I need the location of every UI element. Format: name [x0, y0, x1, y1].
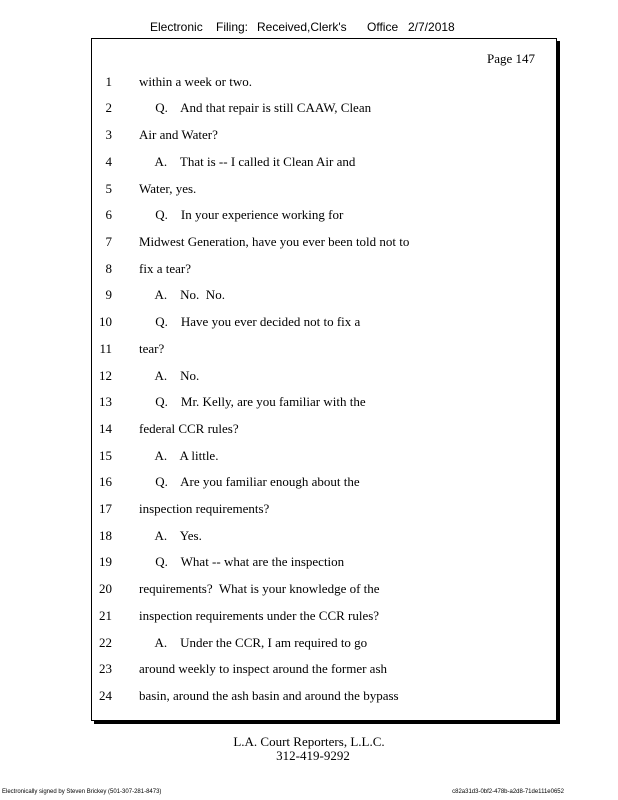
line-number: 21 [99, 608, 112, 623]
line-number: 4 [105, 154, 112, 169]
transcript-line [0, 474, 618, 492]
line-text: Q. What -- what are the inspection [139, 554, 345, 569]
header-date: 2/7/2018 [408, 20, 455, 34]
line-number: 9 [105, 287, 112, 302]
line-number: 20 [99, 581, 112, 596]
line-text: Midwest Generation, have you ever been told not to [139, 234, 410, 249]
transcript-line [0, 287, 618, 305]
transcript-line [0, 394, 618, 412]
line-text: Q. In your experience working for [139, 207, 344, 222]
line-text: Water, yes. [139, 181, 197, 196]
line-text: around weekly to inspect around the former ash [139, 661, 388, 676]
line-text: tear? [139, 341, 165, 356]
header-filing: Filing: [216, 20, 249, 34]
transcript-line [0, 100, 618, 118]
transcript-line [0, 528, 618, 546]
header-electronic: Electronic [150, 20, 203, 34]
line-text: Q. And that repair is still CAAW, Clean [139, 100, 372, 115]
transcript-line [0, 501, 618, 519]
transcript-line [0, 314, 618, 332]
line-text: fix a tear? [139, 261, 191, 276]
transcript-line [0, 608, 618, 626]
line-number: 12 [99, 368, 112, 383]
line-number: 17 [99, 501, 112, 516]
transcript-line [0, 74, 618, 92]
line-text: within a week or two. [139, 74, 253, 89]
line-text: basin, around the ash basin and around the bypass [139, 688, 399, 703]
line-number: 22 [99, 635, 112, 650]
line-number: 6 [105, 207, 112, 222]
line-text: requirements? What is your knowledge of the [139, 581, 380, 596]
line-number: 8 [105, 261, 112, 276]
header-received: Received,Clerk's [257, 20, 347, 34]
electronic-signature: Electronically signed by Steven Brickey (501-307-281-8473) [2, 789, 162, 795]
line-text: federal CCR rules? [139, 421, 239, 436]
line-number: 19 [99, 554, 112, 569]
transcript-line [0, 341, 618, 359]
transcript-line [0, 368, 618, 386]
line-text: A. That is -- I called it Clean Air and [139, 154, 356, 169]
line-number: 14 [99, 421, 112, 436]
transcript-line [0, 127, 618, 145]
transcript-line [0, 261, 618, 279]
line-text: Q. Mr. Kelly, are you familiar with the [139, 394, 366, 409]
line-number: 1 [105, 74, 112, 89]
transcript-line [0, 154, 618, 172]
line-number: 10 [99, 314, 112, 329]
page-number: Page 147 [487, 51, 536, 66]
transcript-line [0, 581, 618, 599]
line-text: A. A little. [139, 448, 219, 463]
transcript-line [0, 181, 618, 199]
line-number: 7 [105, 234, 112, 249]
line-number: 11 [99, 341, 112, 356]
line-number: 16 [99, 474, 112, 489]
transcript-line [0, 554, 618, 572]
header-office: Office [367, 20, 399, 34]
transcript-line [0, 234, 618, 252]
line-text: A. No. [139, 368, 200, 383]
reporter-company: L.A. Court Reporters, L.L.C. [233, 734, 385, 749]
transcript-line [0, 688, 618, 706]
line-number: 24 [99, 688, 112, 703]
transcript-line [0, 207, 618, 225]
transcript-line [0, 635, 618, 653]
line-text: Q. Are you familiar enough about the [139, 474, 360, 489]
line-number: 18 [99, 528, 112, 543]
line-text: Air and Water? [139, 127, 218, 142]
line-text: A. Yes. [139, 528, 202, 543]
transcript-line [0, 661, 618, 679]
signature-id: c82a31d3-0bf2-478b-a2d8-71de111e0652 [452, 789, 564, 795]
line-text: inspection requirements under the CCR rules? [139, 608, 380, 623]
line-number: 15 [99, 448, 112, 463]
line-number: 2 [105, 100, 112, 115]
line-number: 3 [105, 127, 112, 142]
line-text: Q. Have you ever decided not to fix a [139, 314, 361, 329]
line-text: inspection requirements? [139, 501, 270, 516]
filing-header [0, 20, 618, 36]
line-text: A. No. No. [139, 287, 225, 302]
line-number: 23 [99, 661, 112, 676]
line-text: A. Under the CCR, I am required to go [139, 635, 368, 650]
line-number: 13 [99, 394, 112, 409]
transcript-line [0, 421, 618, 439]
line-number: 5 [105, 181, 112, 196]
reporter-phone: 312-419-9292 [276, 748, 350, 763]
transcript-line [0, 448, 618, 466]
